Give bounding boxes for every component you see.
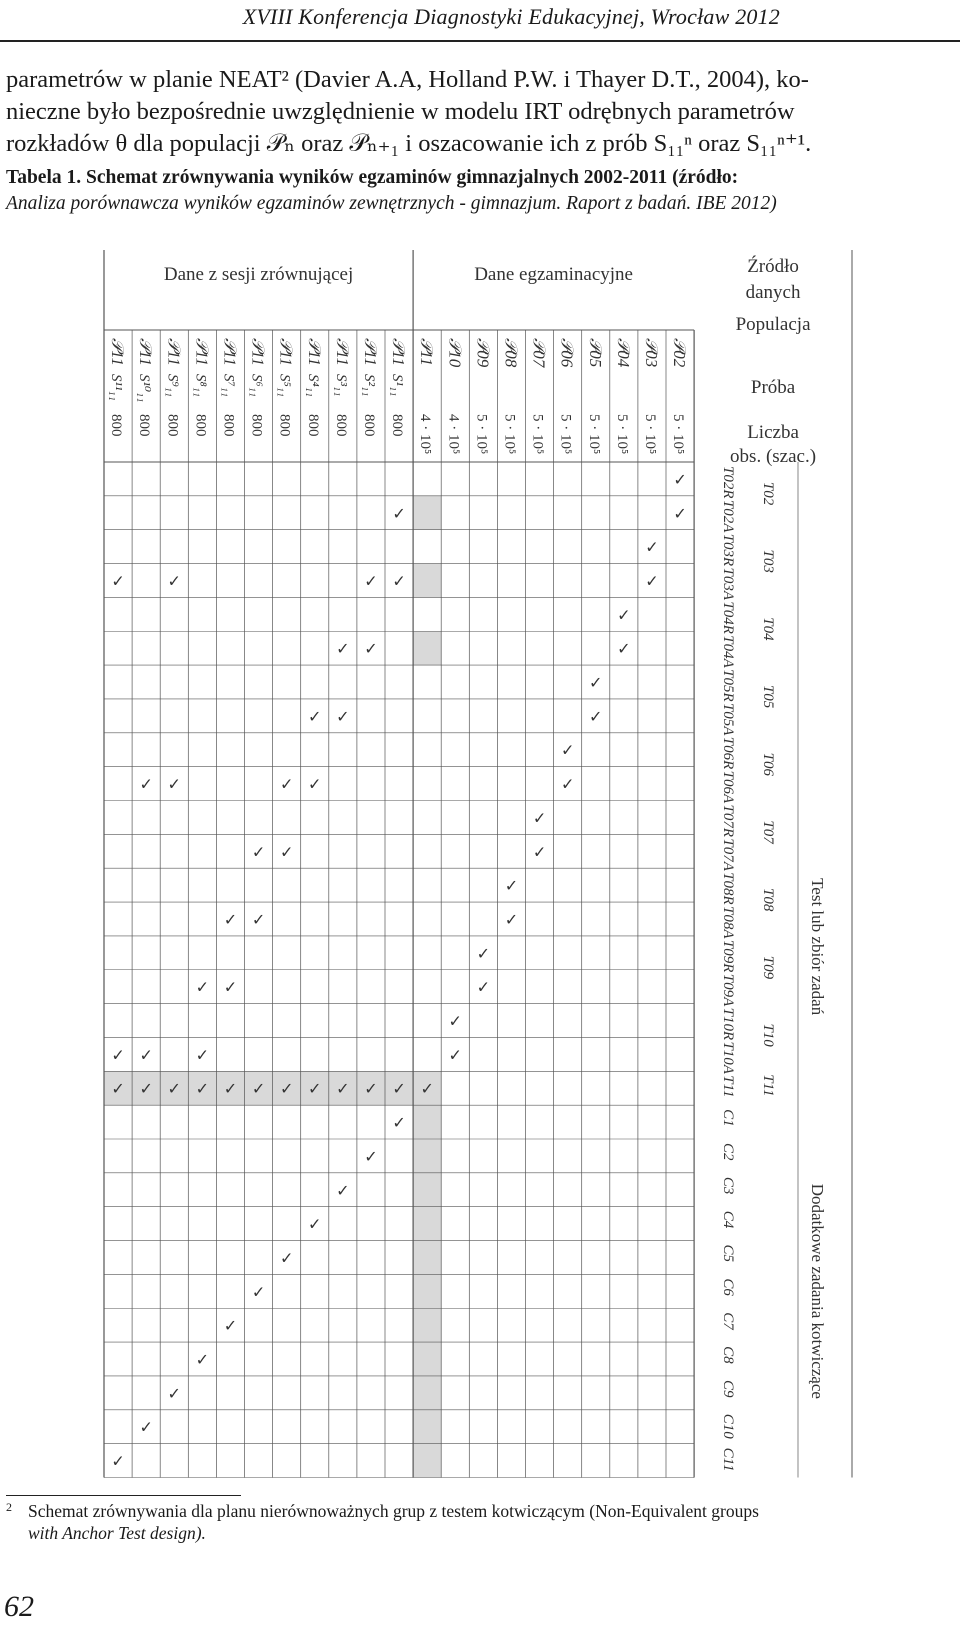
- check-mark: ✓: [617, 641, 631, 659]
- column-population: 𝒫11: [192, 338, 212, 366]
- check-mark: ✓: [476, 979, 491, 997]
- column-population: 𝒫11: [164, 338, 184, 366]
- group-header-exam: Dane egzaminacyjne: [474, 264, 633, 285]
- check-mark: ✓: [223, 1318, 238, 1336]
- check-mark: ✓: [279, 776, 294, 794]
- column-count: 5 · 10⁵: [670, 414, 687, 455]
- row-test-label: T02R: [720, 466, 736, 499]
- row-test-label: T09R: [720, 939, 736, 973]
- row-test-label: C6: [720, 1278, 736, 1296]
- check-mark: ✓: [279, 1081, 294, 1099]
- row-test-label: T07A: [720, 838, 736, 871]
- column-population: 𝒫07: [529, 338, 549, 368]
- column-population: 𝒫03: [641, 338, 661, 368]
- row-test-label: T10R: [720, 1007, 736, 1041]
- row-test-label: C4: [720, 1210, 736, 1229]
- column-count: 5 · 10⁵: [473, 414, 490, 455]
- table-title: Schemat zrównywania wyników egzaminów gimnazjalnych 2002-2011 (źródło:: [86, 167, 739, 188]
- column-count: 5 · 10⁵: [557, 414, 574, 455]
- check-mark: ✓: [336, 708, 350, 726]
- row-test-label: T05A: [720, 702, 736, 736]
- check-mark: ✓: [392, 1081, 406, 1099]
- check-mark: ✓: [532, 810, 547, 828]
- column-population: 𝒫11: [360, 338, 380, 366]
- check-mark: ✓: [504, 878, 519, 896]
- row-test-label: C7: [720, 1312, 736, 1330]
- test-group-label: T05: [760, 684, 776, 709]
- column-population: 𝒫08: [501, 338, 521, 368]
- column-count: 800: [108, 414, 125, 437]
- column-count: 4 · 10⁵: [417, 414, 434, 455]
- check-mark: ✓: [504, 911, 519, 929]
- check-mark: ✓: [308, 1081, 322, 1099]
- test-group-label: T10: [760, 1023, 776, 1047]
- column-count: 800: [136, 414, 153, 437]
- column-count: 5 · 10⁵: [529, 414, 546, 455]
- footnote: [6, 1500, 956, 1544]
- column-population: 𝒫11: [332, 338, 352, 366]
- column-sample: S¹¹₁₁: [108, 374, 125, 401]
- check-mark: ✓: [167, 776, 181, 794]
- column-population: 𝒫11: [108, 338, 128, 366]
- check-mark: ✓: [279, 1250, 294, 1268]
- check-mark: ✓: [167, 1081, 181, 1099]
- footnote-rule: [6, 1495, 241, 1496]
- column-count: 5 · 10⁵: [613, 414, 630, 455]
- column-population: 𝒫06: [557, 338, 577, 368]
- column-sample: S⁸₁₁: [192, 374, 209, 398]
- column-count: 800: [220, 414, 237, 437]
- row-test-label: C5: [720, 1244, 736, 1263]
- source-label-1: Źródło: [747, 256, 799, 277]
- column-population: 𝒫11: [417, 338, 437, 366]
- column-population: 𝒫11: [304, 338, 324, 366]
- row-test-label: T11: [720, 1075, 736, 1098]
- check-mark: ✓: [167, 1385, 181, 1403]
- shaded-cell: [413, 564, 441, 598]
- test-group-label: T11: [760, 1074, 776, 1097]
- row-test-label: T06A: [720, 770, 736, 804]
- side-label-tests: Test lub zbiór zadań: [808, 878, 827, 1016]
- column-count: 800: [248, 414, 265, 437]
- check-mark: ✓: [392, 1115, 406, 1133]
- column-count: 800: [276, 414, 293, 437]
- test-group-label: T09: [760, 955, 776, 980]
- check-mark: ✓: [364, 1081, 378, 1099]
- side-label-anchor: Dodatkowe zadania kotwiczące: [808, 1183, 827, 1399]
- check-mark: ✓: [560, 742, 575, 760]
- column-sample: S⁷₁₁: [220, 374, 237, 398]
- check-mark: ✓: [589, 708, 603, 726]
- row-test-label: T05R: [720, 669, 736, 702]
- check-mark: ✓: [448, 1013, 462, 1031]
- check-mark: ✓: [223, 979, 238, 997]
- row-test-label: T09A: [720, 973, 736, 1007]
- check-mark: ✓: [195, 1352, 210, 1370]
- row-test-label: C3: [720, 1176, 736, 1195]
- check-mark: ✓: [111, 1453, 125, 1471]
- test-group-label: T04: [760, 617, 776, 641]
- source-label-2: danych: [745, 282, 801, 303]
- check-mark: ✓: [392, 505, 406, 523]
- column-population: 𝒫02: [670, 338, 690, 368]
- check-mark: ✓: [279, 844, 294, 862]
- check-mark: ✓: [617, 607, 631, 625]
- check-mark: ✓: [251, 1284, 266, 1302]
- column-count: 800: [164, 414, 181, 437]
- check-mark: ✓: [139, 1081, 153, 1099]
- test-group-label: T08: [760, 888, 776, 912]
- check-mark: ✓: [448, 1047, 462, 1065]
- check-mark: ✓: [195, 1081, 210, 1099]
- column-sample: S⁹₁₁: [164, 374, 181, 398]
- column-sample: S¹₁₁: [389, 374, 406, 397]
- column-count: 800: [332, 414, 349, 437]
- column-count: 800: [304, 414, 321, 437]
- column-count: 5 · 10⁵: [501, 414, 518, 455]
- row-label-count-1: Liczba: [747, 422, 799, 443]
- column-population: 𝒫05: [585, 338, 605, 368]
- column-population: 𝒫11: [136, 338, 156, 366]
- check-mark: ✓: [392, 573, 406, 591]
- shaded-cell: [413, 631, 441, 665]
- row-test-label: C10: [720, 1413, 736, 1439]
- row-test-label: T04R: [720, 601, 736, 634]
- row-test-label: C9: [720, 1379, 736, 1398]
- test-group-label: T03: [760, 549, 776, 573]
- footnote-number: 2: [6, 1500, 12, 1514]
- footnote-text-line2: with Anchor Test design).: [28, 1523, 206, 1543]
- check-mark: ✓: [111, 1081, 125, 1099]
- row-test-label: C11: [720, 1447, 736, 1472]
- check-mark: ✓: [195, 979, 210, 997]
- check-mark: ✓: [251, 911, 266, 929]
- row-test-label: T10A: [720, 1041, 736, 1074]
- table-source: Analiza porównawcza wyników egzaminów zewnętrznych - gimnazjum. Raport z badań. IBE 2012): [6, 193, 777, 214]
- column-count: 800: [360, 414, 377, 437]
- shaded-cell: [413, 496, 441, 530]
- check-mark: ✓: [308, 1216, 322, 1234]
- check-mark: ✓: [364, 641, 378, 659]
- table-label: Tabela 1.: [6, 167, 82, 188]
- check-mark: ✓: [645, 573, 659, 591]
- column-count: 800: [389, 414, 406, 437]
- row-test-label: C1: [720, 1109, 736, 1127]
- conference-title: XVIII Konferencja Diagnostyki Edukacyjnej, Wrocław 2012: [242, 4, 780, 29]
- check-mark: ✓: [673, 505, 687, 523]
- check-mark: ✓: [673, 471, 687, 489]
- column-population: 𝒫04: [613, 338, 633, 368]
- check-mark: ✓: [336, 641, 350, 659]
- row-test-label: T08R: [720, 872, 736, 905]
- body-line-1: parametrów w planie NEAT² (Davier A.A, Holland P.W. i Thayer D.T., 2004), ko-: [6, 66, 809, 93]
- check-mark: ✓: [420, 1081, 434, 1099]
- shaded-column-segment: [413, 1105, 441, 1477]
- check-mark: ✓: [336, 1182, 350, 1200]
- row-test-label: T06R: [720, 736, 736, 770]
- check-mark: ✓: [223, 911, 238, 929]
- footnote-text: Schemat zrównywania dla planu nierównoważnych grup z testem kotwiczącym (Non-Equivalent groups: [28, 1501, 759, 1521]
- check-mark: ✓: [195, 1047, 210, 1065]
- check-mark: ✓: [167, 573, 181, 591]
- row-test-label: T02A: [720, 499, 736, 533]
- test-group-label: T07: [760, 820, 776, 844]
- row-test-label: T08A: [720, 906, 736, 939]
- body-line-3: rozkładów θ dla populacji 𝒫ₙ oraz 𝒫ₙ₊₁ i oszacowanie ich z prób S₁₁ⁿ oraz S₁₁ⁿ⁺¹.: [6, 130, 812, 157]
- page-number: 62: [4, 1590, 34, 1623]
- row-label-count-2: obs. (szac.): [730, 446, 817, 467]
- column-population: 𝒫10: [445, 338, 465, 368]
- test-group-label: T06: [760, 752, 776, 776]
- row-test-label: T03A: [720, 567, 736, 601]
- column-population: 𝒫11: [276, 338, 296, 366]
- check-mark: ✓: [139, 776, 153, 794]
- check-mark: ✓: [139, 1047, 153, 1065]
- column-sample: S⁴₁₁: [304, 374, 321, 398]
- column-sample: S⁵₁₁: [276, 374, 293, 398]
- column-population: 𝒫11: [220, 338, 240, 366]
- column-count: 4 · 10⁵: [445, 414, 462, 455]
- check-mark: ✓: [308, 708, 322, 726]
- column-population: 𝒫11: [248, 338, 268, 366]
- check-mark: ✓: [589, 675, 603, 693]
- column-sample: S²₁₁: [360, 374, 377, 397]
- check-mark: ✓: [251, 844, 266, 862]
- check-mark: ✓: [308, 776, 322, 794]
- check-mark: ✓: [111, 1047, 125, 1065]
- group-header-equating: Dane z sesji zrównującej: [163, 264, 354, 285]
- check-mark: ✓: [476, 945, 491, 963]
- column-population: 𝒫11: [389, 338, 409, 366]
- column-population: 𝒫09: [473, 338, 493, 368]
- column-sample: S³₁₁: [332, 374, 349, 397]
- check-mark: ✓: [645, 539, 659, 557]
- row-test-label: T03R: [720, 533, 736, 567]
- check-mark: ✓: [364, 573, 378, 591]
- row-test-label: T04A: [720, 635, 736, 668]
- column-sample: S¹⁰₁₁: [136, 374, 153, 403]
- test-group-label: T02: [760, 481, 776, 506]
- column-count: 5 · 10⁵: [641, 414, 658, 455]
- check-mark: ✓: [532, 844, 547, 862]
- column-sample: S⁶₁₁: [248, 374, 265, 398]
- check-mark: ✓: [111, 573, 125, 591]
- check-mark: ✓: [251, 1081, 266, 1099]
- row-test-label: C2: [720, 1143, 736, 1161]
- body-line-2: nieczne było bezpośrednie uwzględnienie w modelu IRT odrębnych parametrów: [6, 98, 795, 125]
- check-mark: ✓: [223, 1081, 238, 1099]
- row-test-label: C8: [720, 1346, 736, 1364]
- row-test-label: T07R: [720, 804, 736, 838]
- row-label-population: Populacja: [735, 314, 811, 335]
- check-mark: ✓: [364, 1148, 378, 1166]
- column-count: 800: [192, 414, 209, 437]
- check-mark: ✓: [336, 1081, 350, 1099]
- column-count: 5 · 10⁵: [585, 414, 602, 455]
- check-mark: ✓: [139, 1419, 153, 1437]
- check-mark: ✓: [560, 776, 575, 794]
- row-label-sample: Próba: [750, 377, 796, 398]
